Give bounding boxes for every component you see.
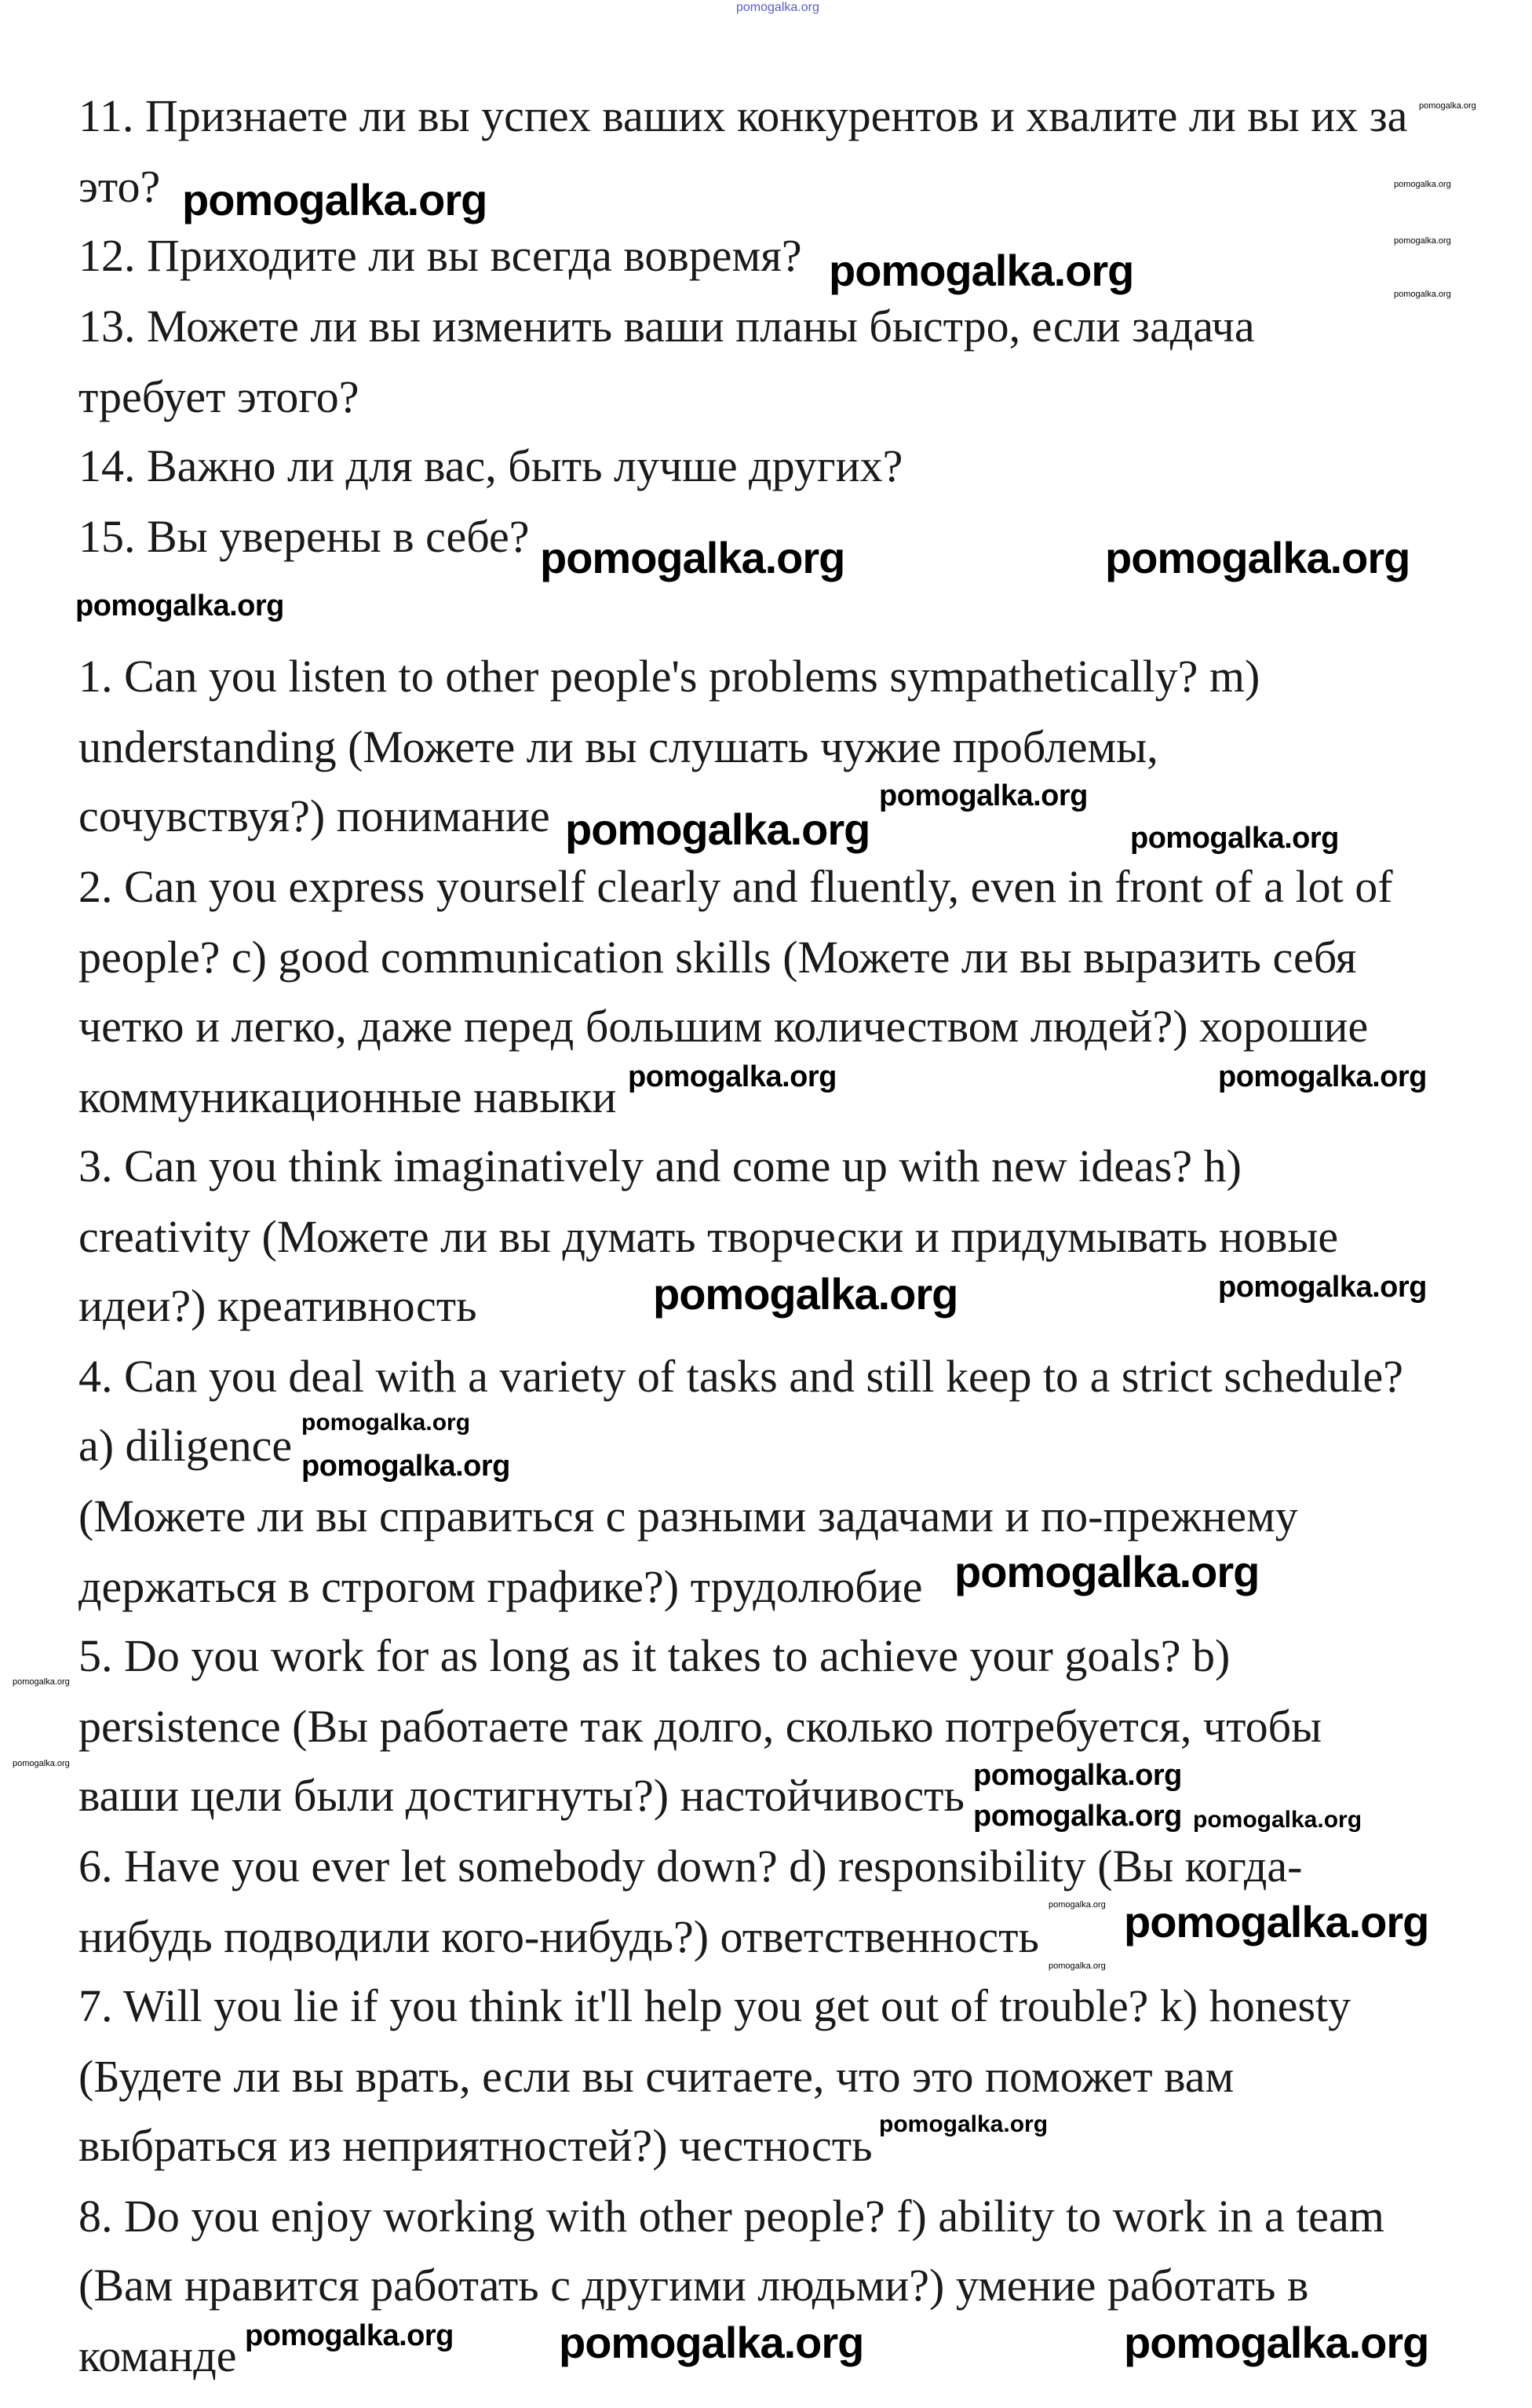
watermark: pomogalka.org xyxy=(182,175,487,225)
text-line: (Будете ли вы врать, если вы считаете, что это поможет вам xyxy=(78,2051,1235,2102)
watermark: pomogalka.org xyxy=(13,1676,70,1687)
text-line: (Можете ли вы справиться с разными задачами и по-прежнему xyxy=(78,1490,1298,1541)
watermark: pomogalka.org xyxy=(1049,1961,1106,1971)
watermark: pomogalka.org xyxy=(1218,1060,1427,1094)
watermark: pomogalka.org xyxy=(1130,822,1339,856)
text-line: 15. Вы уверены в себе? xyxy=(78,511,530,562)
watermark: pomogalka.org xyxy=(75,589,284,623)
watermark: pomogalka.org xyxy=(540,533,845,583)
watermark: pomogalka.org xyxy=(954,1547,1260,1597)
text-line: требует этого? xyxy=(78,371,359,422)
watermark: pomogalka.org xyxy=(301,1450,510,1483)
watermark: pomogalka.org xyxy=(879,779,1088,813)
text-line: a) diligence xyxy=(78,1420,293,1471)
watermark: pomogalka.org xyxy=(628,1060,837,1094)
watermark: pomogalka.org xyxy=(559,2318,864,2368)
text-line: 5. Do you work for as long as it takes to achieve your goals? b) xyxy=(78,1630,1231,1681)
watermark: pomogalka.org xyxy=(13,1758,70,1768)
text-line: четко и легко, даже перед большим количеством людей?) хорошие xyxy=(78,1001,1369,1052)
watermark: pomogalka.org xyxy=(1394,289,1451,299)
text-line: ваши цели были достигнуты?) настойчивость xyxy=(78,1770,965,1821)
watermark: pomogalka.org xyxy=(1218,1271,1427,1304)
watermark: pomogalka.org xyxy=(1394,179,1451,189)
watermark: pomogalka.org xyxy=(565,804,870,855)
text-line: 8. Do you enjoy working with other people? f) ability to work in a team xyxy=(78,2191,1384,2242)
text-line: understanding (Можете ли вы слушать чужие проблемы, xyxy=(78,721,1158,772)
watermark: pomogalka.org xyxy=(653,1269,958,1319)
text-line: нибудь подводили кого-нибудь?) ответственность xyxy=(78,1911,1039,1962)
text-line: 2. Can you express yourself clearly and fluently, even in front of a lot of xyxy=(78,861,1393,912)
text-line: коммуникационные навыки xyxy=(78,1071,617,1122)
text-line: 13. Можете ли вы изменить ваши планы быстро, если задача xyxy=(78,301,1255,352)
text-line: сочувствуя?) понимание xyxy=(78,790,550,841)
watermark: pomogalka.org xyxy=(1193,1806,1362,1833)
text-line: идеи?) креативность xyxy=(78,1280,477,1331)
text-line: 12. Приходите ли вы всегда вовремя? xyxy=(78,230,802,281)
text-line: persistence (Вы работаете так долго, сколько потребуется, чтобы xyxy=(78,1701,1322,1752)
text-line: это? xyxy=(78,161,161,212)
watermark: pomogalka.org xyxy=(829,246,1134,296)
watermark: pomogalka.org xyxy=(973,1800,1182,1833)
watermark: pomogalka.org xyxy=(1419,100,1476,111)
text-line: 6. Have you ever let somebody down? d) responsibility (Вы когда- xyxy=(78,1841,1303,1892)
text-line: creativity (Можете ли вы думать творчески и придумывать новые xyxy=(78,1211,1339,1262)
watermark: pomogalka.org xyxy=(1124,1897,1429,1947)
text-line: people? c) good communication skills (Можете ли вы выразить себя xyxy=(78,932,1357,983)
watermark: pomogalka.org xyxy=(973,1759,1182,1793)
header-watermark-link[interactable]: pomogalka.org xyxy=(736,1,819,14)
text-line: выбраться из неприятностей?) честность xyxy=(78,2120,873,2171)
text-line: 1. Can you listen to other people's problems sympathetically? m) xyxy=(78,651,1260,702)
text-line: 4. Can you deal with a variety of tasks and still keep to a strict schedule? xyxy=(78,1351,1403,1402)
text-line: 11. Признаете ли вы успех ваших конкурентов и хвалите ли вы их за xyxy=(78,90,1408,141)
watermark: pomogalka.org xyxy=(879,2111,1049,2137)
watermark: pomogalka.org xyxy=(1124,2318,1429,2368)
watermark: pomogalka.org xyxy=(301,1409,471,1436)
text-line: 3. Can you think imaginatively and come up with new ideas? h) xyxy=(78,1140,1242,1191)
watermark: pomogalka.org xyxy=(1105,533,1410,583)
text-line: 14. Важно ли для вас, быть лучше других? xyxy=(78,440,903,491)
watermark: pomogalka.org xyxy=(1394,235,1451,246)
text-line: (Вам нравится работать с другими людьми?) умение работать в xyxy=(78,2260,1309,2311)
text-line: команде xyxy=(78,2330,237,2381)
watermark: pomogalka.org xyxy=(1049,1899,1106,1910)
watermark: pomogalka.org xyxy=(245,2319,454,2353)
text-line: держаться в строгом графике?) трудолюбие xyxy=(78,1561,923,1612)
text-line: 7. Will you lie if you think it'll help you get out of trouble? k) honesty xyxy=(78,1980,1351,2031)
